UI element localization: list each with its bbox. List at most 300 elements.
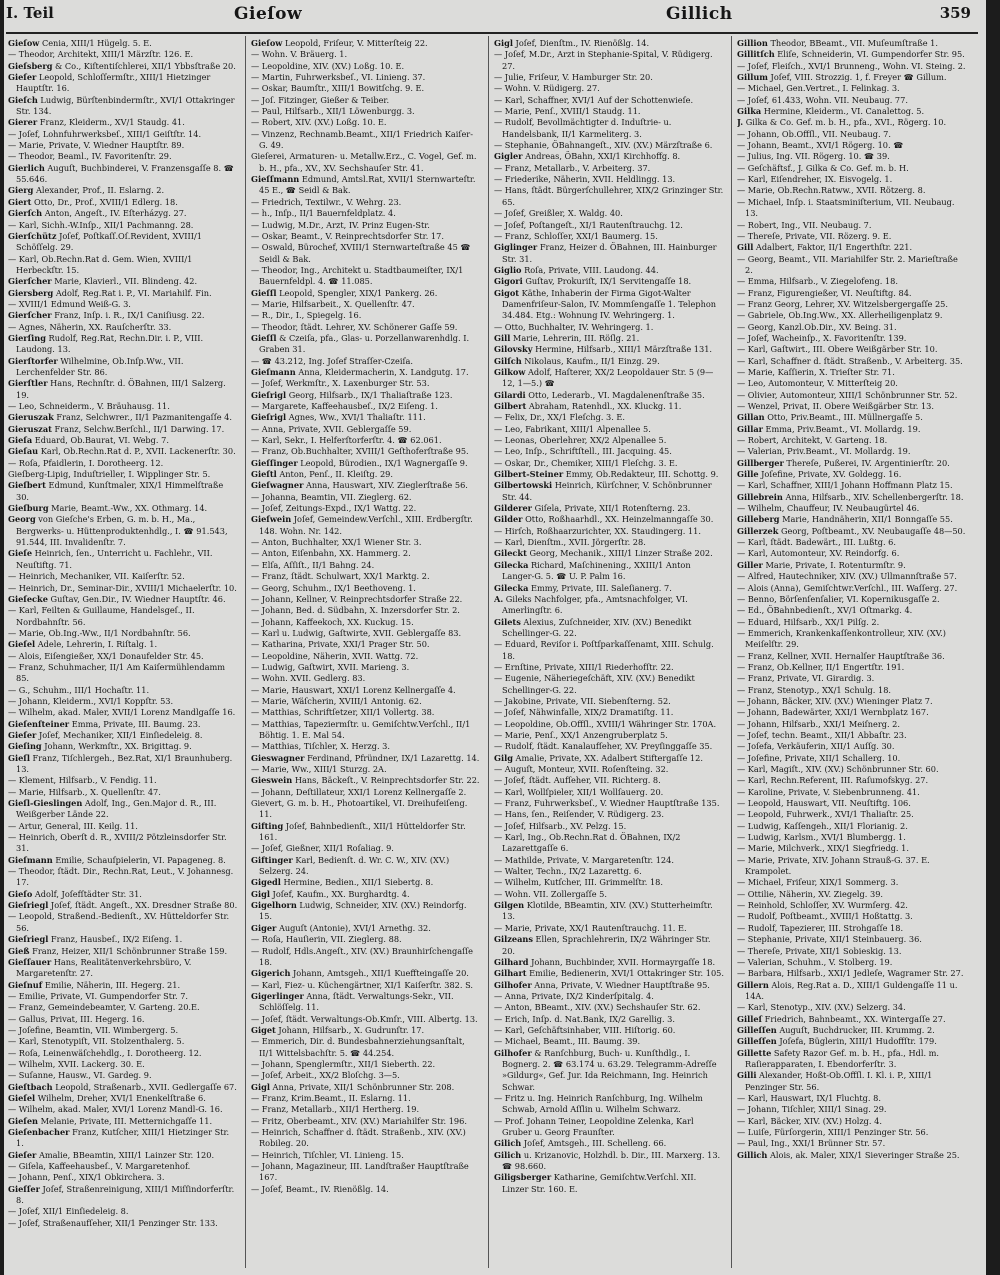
directory-entry: — Marie, Ww., XIII/1 Sturzg. 2A.	[251, 764, 387, 774]
directory-entry: — Ottilie, Näherin, XV. Ziegelg. 39.	[737, 888, 884, 899]
directory-entry: — Johann, Beamt., XVI/1 Rögerg. 10. ☎	[737, 140, 904, 151]
directory-entry: Gieſel Adele, Lehrerin, I. Riſtalg. 1.	[8, 639, 158, 650]
directory-entry: — Elſa, Aſſiſt., II/1 Bahng. 24.	[251, 559, 375, 570]
directory-entry: — Friederike, Näherin, XVII. Heldlingg. 13.	[494, 174, 676, 185]
directory-entry: — Marie, Kaſſierin, X. Trieſter Str. 71.	[737, 366, 895, 377]
directory-entry: — Fritz, Oberbeamt., XIV. (XV.) Mariahilfer Str. 196.	[251, 1115, 467, 1126]
directory-entry: Gieſsberg & Co., Kiſtentiſchlerei, XII/1 Ybbsſtraße 20.	[8, 60, 236, 71]
directory-entry: — Emmerich, Krankenkaſſenkontrolleur, XIV. (XV.) Meiſelſtr. 29.	[737, 627, 946, 650]
directory-entry: — Wohn. V. Bräuerg. 1.	[251, 49, 348, 60]
directory-entry: Giglio Roſa, Private, VIII. Laudong. 44.	[494, 264, 659, 275]
directory-entry: — Ludwig, Gaſtwirt, XVII. Marieng. 3.	[251, 661, 410, 672]
directory-entry: — Heinrich, Dr., Seminar-Dir., XVIII/1 Michaelerſtr. 10.	[8, 582, 237, 593]
directory-entry: Gilbert-Steiner Emmy, Ob.Redakteur, III. Schottg. 9.	[494, 469, 719, 480]
directory-entry: Gievert, G. m. b. H., Photoartikel, VI. Dreihufeiſeng. 11.	[251, 798, 468, 820]
directory-entry: — Joſef, Werkmſtr., X. Laxenburger Str. 53.	[251, 378, 430, 389]
directory-entry: — Giſela, Kaffeehausbeſ., V. Margaretenhof.	[8, 1161, 191, 1172]
directory-entry: — Marie, Ob.Rechn.Ratww., XVII. Rötzerg. 8.	[737, 185, 926, 196]
directory-entry: — Franz, ſtädt. Schulwart, XX/1 Marktg. 2.	[251, 571, 430, 582]
directory-entry: — Wilhelm, akad. Maler, XVI/1 Lorenz Mandl-G. 16.	[8, 1104, 223, 1115]
directory-entry: Gierer Franz, Kleiderm., XV/1 Staudg. 41.	[8, 117, 185, 128]
directory-entry: Gilbertowski Heinrich, Kürſchner, V. Schönbrunner Str. 44.	[494, 480, 712, 502]
directory-entry: — Martin, Fuhrwerksbeſ., VI. Linieng. 37.	[251, 72, 426, 83]
directory-entry: — Valerian, Schuhm., V. Stolberg. 19.	[737, 956, 893, 967]
directory-entry: Gieſſl Leopold, Spengler, XIX/1 Pankerg. 26.	[251, 287, 438, 298]
directory-entry: — Karl, Schaffner, XIII/1 Johann Hoffmann Platz 15.	[737, 480, 953, 491]
directory-entry: Gieſecke Guſtav, Gen.Dir., IV. Wiedner Hauptſtr. 46.	[8, 593, 226, 604]
first-entry-word: Gieſow	[234, 4, 303, 24]
directory-entry: — Michael, Inſp. i. Staatsminiſterium, VII. Neubaug. 13.	[737, 196, 955, 219]
directory-entry: Gieſl-Gieslingen Adolf, Ing., Gen.Major d. R., III. Weißgerber Lände 22.	[8, 798, 217, 820]
directory-entry: Gierſch Anton, Angeſt., IV. Eſterházyg. 27.	[8, 208, 187, 219]
directory-entry: — Joſef, Beamt., IV. Rienößlg. 14.	[251, 1183, 389, 1194]
directory-entry: — Robert, XIV. (XV.) Loßg. 10. E.	[251, 117, 387, 128]
directory-entry: — Karl, ſtädt. Badewärt., III. Lußtg. 6.	[737, 537, 896, 548]
directory-entry: Gigerlinger Anna, ſtädt. Verwaltungs-Sekr., VII. Schlöſſelg. 11.	[251, 990, 454, 1013]
directory-entry: Gilbert Abraham, Ratenhdl., XX. Kluckg. 11.	[494, 401, 682, 411]
directory-entry: Gigedl Hermine, Bedien., XII/1 Siebertg. 8.	[251, 877, 434, 888]
directory-entry: Gilets Alexius, Zuſchneider, XIV. (XV.) Benedikt Schellinger-G. 22.	[494, 616, 692, 638]
directory-entry: — Theodor, ſtädt. Lehrer, XV. Schönerer Gaſſe 59.	[251, 321, 458, 332]
directory-entry: Gieſing Johann, Werkmſtr., XX. Brigittag. 9.	[8, 741, 192, 752]
directory-entry: — Heinrich, Schaffner d. ſtädt. Straßenb., XIV. (XV.) Robileg. 20.	[251, 1127, 466, 1149]
directory-entry: — Katharina, Private, XXI/1 Prager Str. 50.	[251, 639, 430, 650]
directory-entry: — Roſa, Hauſierin, VII. Zieglerg. 88.	[251, 934, 402, 945]
directory-entry: — Marie, Penſ., XVIII/1 Staudg. 11.	[494, 106, 641, 117]
directory-entry: — Wilhelm, Chauffeur, IV. Neubaugürtel 46.	[737, 503, 920, 514]
directory-entry: — Emma, Hilfsarb., V. Ziegelofeng. 18.	[737, 276, 898, 287]
directory-entry: — Joſefa, Verkäuferin, XII/1 Auſſg. 30.	[737, 741, 895, 752]
directory-entry: — Paul, Ing., XXI/1 Brünner Str. 57.	[737, 1138, 886, 1149]
directory-entry: — Valerian, Priv.Beamt., VI. Mollardg. 19.	[737, 446, 911, 457]
directory-entry: Gieſwagner Anna, Hauswart, XIV. Zieglerſtraße 56.	[251, 480, 468, 491]
directory-entry: — Gallus, Privat, III. Hegerg. 16.	[8, 1013, 145, 1024]
directory-entry: — Anton, BBeamt., XIV. (XV.) Sechshauſer Str. 62.	[494, 1002, 701, 1013]
directory-entry: Gierg Alexander, Prof., II. Eslarng. 2.	[8, 185, 165, 196]
directory-entry: Gille Joſefine, Private, XV. Goldegg. 16.	[737, 469, 902, 480]
directory-entry: — Franz, Stenotyp., XX/1 Schulg. 18.	[737, 684, 892, 695]
directory-entry: Gilkow Adolf, Haſterer, XX/2 Leopoldauer Str. 5 (9—12, 1—5.) ☎	[494, 366, 714, 389]
directory-entry: — Alois, Eiſengießer, XX/1 Donaufelder Str. 45.	[8, 650, 204, 661]
directory-entry: — Franz, Krim.Beamt., II. Eslarng. 11.	[251, 1092, 411, 1103]
directory-entry: — Alois (Anna), Gemiſchtwr.Verſchl., III. Waſſerg. 27.	[737, 582, 958, 593]
directory-entry: — Georg, Kanzl.Ob.Dir., XV. Being. 31.	[737, 321, 897, 332]
directory-entry: Gillern Alois, Reg.Rat a. D., XIII/1 Guldengaſſe 11 u. 14A.	[737, 979, 958, 1001]
directory-entry: — Matthias, Tapeziermſtr. u. Gemiſchtw.Verſchl., II/1 Böhtig. 1. E. Mal 54.	[251, 718, 471, 740]
directory-entry: — Fritz u. Ing. Heinrich Ranſchburg, Ing. Wilhelm Schwab, Arnold Aſſlin u. Wilhelm Schwarz.	[494, 1092, 703, 1115]
directory-entry: Gieruszak Franz, Selchwrer., II/1 Pazmanitengaſſe 4.	[8, 412, 232, 423]
directory-entry: J. Gilka & Co. Gef. m. b. H., pfa., XVI., Rögerg. 10.	[737, 117, 947, 128]
directory-entry: — Karl, Bäcker, XIV. (XV.) Holzg. 4.	[737, 1115, 882, 1126]
directory-entry: Giftinger Karl, Bedienſt. d. Wr. C. W., XIV. (XV.) Selzerg. 24.	[251, 854, 450, 877]
directory-entry: Gilſch Nikolaus, Kaufm., II/1 Einzg. 29.	[494, 355, 660, 366]
directory-entry: Gillberger Thereſe, Pußerei, IV. Argentinierſtr. 20.	[737, 457, 950, 468]
column-divider	[731, 36, 732, 1268]
directory-entry: — Georg, Beamt., VII. Mariahilfer Str. 2. Marieſtraße 2.	[737, 253, 958, 275]
directory-entry: — Johann, Deſtillateur, XXI/1 Lorenz Kellnergaſſe 2.	[251, 786, 467, 797]
directory-entry: — Joſef, Lohnfuhrwerksbeſ., XIII/1 Geiſtſtr. 14.	[8, 128, 202, 139]
directory-entry: — Karl, Rechn.Referent, III. Raſumofskyg. 27.	[737, 775, 929, 786]
directory-entry: — Marie, Hilfsarb., X. Quellenſtr. 47.	[8, 786, 161, 797]
directory-entry: Gieſriegl Joſef, ſtädt. Angeſt., XX. Dresdner Straße 80.	[8, 900, 238, 911]
directory-entry: — Joſef, Hilfsarb., XV. Pelzg. 15.	[494, 820, 627, 831]
directory-entry: — Artur, General, III. Keilg. 11.	[8, 820, 138, 831]
directory-entry: Gillerzek Georg, Poſtbeamt., XV. Neubaugaſſe 48—50.	[737, 525, 966, 536]
directory-entry: — Hans, ſtädt. Bürgerſchullehrer, XIX/2 Grinzinger Str. 65.	[494, 185, 724, 207]
column-4	[737, 38, 967, 1266]
directory-entry: — Franz, Ob.Kellner, II/1 Engertſtr. 191.	[737, 661, 905, 672]
directory-entry: Gieſſinger Leopold, Bürodien., IX/1 Wagnergaſſe 9.	[251, 457, 468, 468]
directory-entry: Gillebrein Anna, Hilfsarb., XIV. Schellenbergerſtr. 18.	[737, 491, 964, 502]
directory-entry: — Leo, Inſp., Schriftſtell., III. Jacquing. 45.	[494, 446, 672, 457]
directory-entry: — Johann, Kaffeekoch, XX. Kuckug. 15.	[251, 616, 414, 627]
directory-entry: — Rudolf, Poſtbeamt., XVIII/1 Hoßtattg. 3.	[737, 911, 913, 922]
column-2	[251, 38, 481, 1266]
directory-entry: Gilhofer Anna, Private, V. Wiedner Hauptſtraße 95.	[494, 979, 710, 990]
directory-entry: — Karl, Ing., Ob.Rechn.Rat d. ÖBahnen, IX/2 Lazarettgaſſe 6.	[494, 832, 681, 854]
directory-entry: — ☎ 43.212, Ing. Joſef Straſſer-Czeiſa.	[251, 355, 413, 366]
directory-entry: Gieſerei, Armaturen- u. Metallw.Erz., C. Vogel, Gef. m. b. H., pfa., XV., XV. Sechshauſer Str. 41.	[251, 151, 477, 173]
directory-entry: — G., Schuhm., III/1 Hochaſtr. 11.	[8, 684, 150, 695]
directory-entry: Gilgen Klotilde, BBeamtin, XIV. (XV.) Stutterheimſtr. 13.	[494, 900, 713, 922]
directory-entry: — Eduard, Hilfsarb., XX/1 Pilſg. 2.	[737, 616, 880, 627]
directory-entry: — Marie, Private, XX/1 Rautenſtrauchg. 11. E.	[494, 922, 687, 933]
directory-entry: — Karl, Ob.Rechn.Rat d. Gem. Wien, XVIII/1 Herbeckſtr. 15.	[8, 253, 193, 275]
directory-entry: Gieſmann Anna, Kleidermacherin, X. Landgutg. 17.	[251, 366, 469, 377]
directory-entry: — Michael, Friſeur, XIX/1 Sommerg. 3.	[737, 877, 899, 888]
directory-entry: — Hans, ſen., Reiſender, V. Rüdigerg. 23.	[494, 809, 664, 820]
directory-entry: Giget Johann, Hilfsarb., X. Gudrunſtr. 17.	[251, 1024, 425, 1035]
page-number: 359	[939, 4, 971, 22]
directory-entry: Gigot Käthe, Inhaberin der Firma Gigot-Walter Damenfriſeur-Salon, IV. Mommſengaſſe 1. Telephon 34.484. Etg.: Wohnung IV. Wehringerg. 1.	[494, 287, 717, 321]
column-1	[8, 38, 238, 1266]
directory-entry: — Leopoldine, Näherin, XVII. Wattg. 72.	[251, 650, 419, 661]
directory-entry: Gilhard Johann, Buchbinder, XVII. Hormayrgaſſe 18.	[494, 956, 716, 967]
directory-entry: — Anna, Private, XVII. Geblergaſſe 59.	[251, 423, 412, 434]
scan-edge-right	[986, 0, 1000, 1275]
directory-entry: — Stephanie, ÖBahnangeſt., XIV. (XV.) Märzſtraße 6.	[494, 140, 713, 151]
directory-entry: — Joſef, XII/1 Einſiedeleig. 8.	[8, 1206, 129, 1217]
directory-entry: — Thereſe, Private, VII. Rözerg. 9. E.	[737, 230, 892, 241]
directory-entry: Gillan Otto, Priv.Beamt., III. Müllnergaſſe 5.	[737, 412, 923, 423]
directory-entry: — Johann, Kellner, V. Reinprechtsdorfer Straße 22.	[251, 593, 463, 604]
directory-entry: — Auguſt, Monteur, XVII. Roſenſteing. 32.	[494, 764, 669, 774]
directory-entry: Gieſenſteiner Emma, Private, III. Baumg. 23.	[8, 718, 201, 729]
directory-entry: — Ludwig, Karlsm., XVI/1 Blumbergg. 1.	[737, 832, 906, 843]
directory-entry: — Joſef, Arbeit., XX/2 Bloſchg. 3—5.	[251, 1070, 400, 1081]
directory-entry: Gieſer Joſef, Mechaniker, XII/1 Einſiedeleig. 8.	[8, 729, 203, 740]
directory-entry: — Johann, Kleiderm., XVI/1 Koppſtr. 53.	[8, 695, 174, 706]
directory-entry: — R., Dir., I., Spiegelg. 16.	[251, 310, 362, 321]
directory-entry: — Otto, Buchhalter, IV. Wehringerg. 1.	[494, 321, 654, 332]
directory-entry: — Marie, Wäſcherin, XVIII/1 Antonig. 62.	[251, 695, 422, 706]
directory-entry: Gierſcher Franz, Inſp. i. R., IX/1 Caniſiusg. 22.	[8, 310, 205, 321]
directory-entry: Gillitſch Eliſe, Schneiderin, VI. Gumpendorfer Str. 95.	[737, 49, 965, 60]
directory-entry: — Marie, Penſ., XX/1 Anzengruberplatz 5.	[494, 729, 668, 740]
directory-entry: — Roſa, Leinenwäſchehdlg., I. Dorotheerg. 12.	[8, 1047, 202, 1058]
directory-entry: — Karl u. Ludwig, Gaſtwirte, XVII. Geblergaſſe 83.	[251, 627, 462, 638]
directory-entry: Gieſrigl Georg, Hilfsarb., IX/1 Thaliaſtraße 123.	[251, 389, 453, 400]
directory-entry: Gillum Joſef, VIII. Strozzig. 1, f. Freyer ☎ Gillum.	[737, 72, 947, 83]
directory-entry: — Karl, Hauswart, IX/1 Fluchtg. 8.	[737, 1092, 881, 1103]
directory-entry: Gieſer Leopold, Schloſſermſtr., XIII/1 Hietzinger Hauptſtr. 16.	[8, 72, 211, 94]
directory-entry: — Joſef, 61.433, Wohn. VII. Neubaug. 77.	[737, 94, 908, 105]
directory-entry: Gieſow Cenia, XIII/1 Hügelg. 5. E.	[8, 38, 152, 48]
directory-entry: — Agnes, Näherin, XX. Rauſcherſtr. 33.	[8, 321, 172, 332]
directory-entry: Gieſtl Anton, Penſ., II. Kleiſtg. 29.	[251, 469, 393, 480]
directory-entry: Gieſſer Joſef, Straßenreinigung, XIII/1 Miſſindorferſtr. 8.	[8, 1183, 235, 1206]
directory-entry: — Wilhelm, akad. Maler, XVII/1 Lorenz Mandlgaſſe 16.	[8, 707, 236, 718]
directory-entry: Gieswagner Ferdinand, Pfründner, IX/1 Lazarettg. 14.	[251, 752, 480, 763]
directory-entry: — Karl, Automonteur, XV. Reindorfg. 6.	[737, 548, 900, 559]
directory-entry: Gill Marie, Lehrerin, III. Röſlg. 21.	[494, 332, 640, 343]
directory-entry: — Karl, Stenotyp., XIV. (XV.) Selzerg. 34.	[737, 1002, 906, 1013]
directory-entry: — Karl, Fiez- u. Küchengärtner, XI/1 Kaiſerſtr. 382. S.	[251, 979, 474, 990]
directory-entry: — Karl, Sekr., I. Helferſtorferſtr. 4. ☎ 62.061.	[251, 435, 442, 446]
directory-entry: — Theodor, Ing., Architekt u. Stadtbaumeiſter, IX/1 Bauernfeldpl. 4. ☎ 11.085.	[251, 264, 464, 287]
directory-entry: — Joſef, ſtädt. Aufſeher, VII. Richterg. 8.	[494, 775, 661, 786]
directory-entry: — Joſef, techn. Beamt., XII/1 Abbaſtr. 23.	[737, 729, 907, 740]
directory-entry: — Johann, Bed. d. Südbahn, X. Inzersdorfer Str. 2.	[251, 605, 460, 616]
directory-entry: Gierſtler Hans, Rechnſtr. d. ÖBahnen, III/1 Salzerg. 19.	[8, 378, 226, 400]
directory-entry: — Karl, Dienſtm., XVII. Jörgerſtr. 28.	[494, 537, 646, 548]
directory-entry: — Oswald, Bürochef, XVIII/1 Sternwarteſtraße 45 ☎ Seidl & Bak.	[251, 242, 471, 264]
directory-entry: Gierſtorfer Wilhelmine, Ob.Inſp.Ww., VII. Lerchenfelder Str. 86.	[8, 355, 184, 377]
directory-entry: Gigler Andreas, ÖBahn, XXI/1 Kirchhoffg. 8.	[494, 151, 681, 162]
directory-entry: — Matthias, Tiſchler, X. Herzg. 3.	[251, 741, 390, 752]
directory-entry: — Leo, Fabrikant, XIII/1 Alpenallee 5.	[494, 423, 651, 434]
directory-entry: — Emmerich, Dir. d. Bundesbahnerziehungsanſtalt, II/1 Wittelsbachſtr. 5. ☎ 44.254.	[251, 1036, 465, 1058]
page-header	[6, 4, 981, 30]
directory-entry: Giert Otto, Dr., Prof., XVIII/1 Edlerg. 18.	[8, 196, 178, 207]
directory-entry: Gieswein Hans, Bäckeſt., V. Reinprechtsdorfer Str. 22.	[251, 775, 480, 786]
directory-entry: Giller Marie, Private, I. Rotenturmſtr. 9.	[737, 559, 906, 570]
directory-entry: Gill Adalbert, Faktor, II/1 Engerthſtr. 221.	[737, 242, 913, 253]
directory-entry: Gieſrigl Agnes, Ww., XVI/1 Thaliaſtr. 111.	[251, 412, 426, 423]
directory-entry: — Joſef, Gießner, XII/1 Roſaliag. 9.	[251, 843, 394, 854]
directory-entry: — Leonas, Oberlehrer, XX/2 Alpenallee 5.	[494, 435, 667, 446]
directory-entry: — Theodor, Beaml., IV. Favoritenſtr. 29.	[8, 151, 172, 162]
directory-entry: Gilhofer & Ranſchburg, Buch- u. Kunſthdlg., I. Bognerg. 2. ☎ 63.174 u. 63.29. Telegramm-Adreſſe »Gildurg«, Gef. Jur. Ida Reichmann, Ing. Heinrich Schwar.	[494, 1047, 717, 1092]
directory-entry: — Anna, Private, IX/2 Kinderſpitalg. 4.	[494, 990, 654, 1001]
directory-entry: — Ed., ÖBahnbedienſt., XV/1 Oſtmarkg. 4.	[737, 605, 913, 616]
directory-entry: — Franz Georg, Lehrer, XV. Witzelsbergergaſſe 25.	[737, 298, 948, 309]
directory-entry: — Georg, Schuhm., IX/1 Beethoveng. 1.	[251, 582, 416, 593]
column-divider	[245, 36, 246, 1268]
directory-entry: — Franz, Fuhrwerksbeſ., V. Wiedner Hauptſtraße 135.	[494, 798, 720, 809]
directory-entry: — Rudolf, Bevollmächtigter d. Induſtrie- u. Handelsbank, II/1 Karmeliterg. 3.	[494, 117, 672, 139]
directory-entry: Gieſen Melanie, Private, III. Metternichgaſſe 11.	[8, 1115, 213, 1126]
directory-entry: Giligsberger Katharine, Gemiſchtw.Verſchl. XII. Linzer Str. 160. E.	[494, 1172, 697, 1194]
directory-entry: — Reinhold, Schloſſer, XV. Wurmſerg. 42.	[737, 900, 908, 911]
directory-entry: — Karl, Schaffner d. ſtädt. Straßenb., V. Arbeiterg. 35.	[737, 355, 963, 366]
directory-entry: — Luiſe, Fürſorgerin, XIII/1 Penzinger Str. 56.	[737, 1127, 929, 1137]
directory-entry: Gillette Safety Razor Gef. m. b. H., pfa., Hdl. m. Raſierapparaten, I. Ebendorferſtr. 3.	[737, 1047, 940, 1069]
directory-entry: — Johann, Penſ., XIX/1 Obkirchera. 3.	[8, 1172, 165, 1183]
directory-entry: — Julie, Friſeur, V. Hamburger Str. 20.	[494, 72, 653, 83]
directory-entry: Gieſer Amalie, BBeamtin, XIII/1 Lainzer Str. 120.	[8, 1149, 215, 1160]
directory-entry: — Wilhelm, Kutſcher, III. Grimmelſtr. 18.	[494, 877, 663, 888]
directory-entry: Gigelhorn Ludwig, Schneider, XIV. (XV.) Reindorfg. 15.	[251, 900, 467, 922]
directory-entry: Gigerich Johann, Amtsgeh., XII/1 Kueffteingaſſe 20.	[251, 968, 469, 979]
directory-entry: Gilleſſen Auguſt, Buchdrucker, III. Krummg. 2.	[737, 1024, 935, 1035]
directory-entry: — Friedrich, Textilwr., V. Wehrg. 23.	[251, 196, 402, 207]
directory-entry: Giglinger Franz, Heizer d. ÖBahnen, III. Hainburger Str. 31.	[494, 242, 717, 264]
directory-entry: — Karl, Feilten & Guillaume, Handelsgeſ., II. Nordbahnſtr. 56.	[8, 605, 195, 627]
directory-entry: Giger Auguſt (Antonie), XVI/1 Arnethg. 32.	[251, 922, 431, 933]
directory-entry: Gieſel Wilhelm, Dreher, XVI/1 Enenkelſtraße 6.	[8, 1092, 206, 1103]
directory-entry: — Franz, Figurengießer, VI. Neuſtiftg. 84.	[737, 287, 912, 298]
directory-entry: — Rudolf, ſtädt. Kanalaufſeher, XV. Preyſinggaſſe 35.	[494, 741, 713, 752]
directory-entry: — Erich, Inſp. d. Nat.Bank, IX/2 Garellig. 3.	[494, 1013, 675, 1024]
directory-entry: Gillion Theodor, BBeamt., VII. Muſeumſtraße 1.	[737, 38, 938, 48]
directory-entry: — Ludwig, Kaſſengeh., XII/1 Florianig. 2.	[737, 820, 908, 831]
directory-entry: — Karl, Geſchäftsinhaber, VIII. Hiſtorig. 60.	[494, 1024, 676, 1035]
directory-entry: — Johann, Tiſchler, XIII/1 Sinag. 29.	[737, 1104, 887, 1115]
directory-entry: Gieſtbach Leopold, Straßenarb., XVII. Gedlergaſſe 67.	[8, 1081, 237, 1092]
directory-entry: — Felix, Dr., XX/1 Fleſchg. 3. E.	[494, 412, 626, 423]
directory-entry: — Prof. Johann Teiner, Leopoldine Zelenka, Karl Gruber u. Georg Fraunſter.	[494, 1115, 694, 1137]
directory-entry: — Heinrich, Oberſt d. R., XVIII/2 Pötzleinsdorfer Str. 31.	[8, 832, 227, 854]
directory-entry: — Wohn. V. Rüdigerg. 27.	[494, 83, 600, 94]
directory-entry: — Leo, Automonteur, V. Mitterſteig 20.	[737, 378, 898, 389]
directory-entry: — Alfred, Hautechniker, XIV. (XV.) Ullmannſtraße 57.	[737, 571, 957, 582]
directory-entry: Gigl Anna, Private, XII/1 Schönbrunner Str. 208.	[251, 1081, 455, 1092]
directory-entry: — Mathilde, Private, V. Margaretenſtr. 124.	[494, 854, 674, 865]
directory-entry: Gieſriegl Franz, Hausbeſ., IX/2 Eiſeng. 1.	[8, 934, 183, 945]
directory-entry: — Leo, Schneiderm., V. Bräuhausg. 11.	[8, 401, 170, 411]
directory-entry: — XVIII/1 Edmund Weiß-G. 3.	[8, 298, 131, 309]
directory-entry: — Leopoldine, XIV. (XV.) Loßg. 10. E.	[251, 60, 405, 71]
directory-entry: — Johann, Magazineur, III. Landſtraßer Hauptſtraße 167.	[251, 1161, 469, 1183]
directory-entry: — Marie, Milchverk., XIX/1 Siegfriedg. 1.	[737, 843, 909, 854]
directory-entry: — Karl, Stenotypiſt, VII. Stolzenthalerg. 5.	[8, 1036, 185, 1047]
directory-entry: — Wohn. XVII. Gedlerg. 83.	[251, 673, 366, 684]
directory-entry: Gieſenbacher Franz, Kutſcher, XIII/1 Hietzinger Str. 1.	[8, 1127, 230, 1149]
last-entry-word: Gillich	[666, 4, 733, 24]
directory-entry: Gieſſauer Hans, Realitätenverkehrsbüro, V. Margaretenſtr. 27.	[8, 956, 192, 979]
directory-entry: Gilka Hermine, Kleiderm., VI. Canalettog. 5.	[737, 106, 925, 117]
directory-entry: — Oskar, Beamt., V. Reinprechtsdorfer Str. 17.	[251, 230, 444, 241]
directory-entry: — Karoline, Private, V. Siebenbrunneng. 41.	[737, 786, 920, 797]
directory-entry: — Leopold, Fuhrwerk., XVI/1 Thaliaſtr. 25.	[737, 809, 914, 820]
directory-entry: — Michael, Gen.Vertret., I. Felinkag. 3.	[737, 83, 900, 94]
directory-entry: Gilich u. Krizanovic, Holzhdl. b. Dir., III. Marxerg. 13. ☎ 98.660.	[494, 1149, 721, 1172]
directory-entry: — Joſef, M.Dr., Arzt in Stephanie-Spital, V. Rüdigerg. 27.	[494, 49, 713, 71]
directory-entry: — Johann, Ob.Offſl., VII. Neubaug. 7.	[737, 128, 891, 139]
directory-entry: Gigori Guſtav, Prokuriſt, IX/1 Servitengaſſe 18.	[494, 276, 692, 287]
directory-entry: — Margarete, Kaffeehausbeſ., IX/2 Eiſeng. 1.	[251, 401, 438, 411]
directory-entry: Gilich Joſef, Amtsgeh., III. Schelleng. 66.	[494, 1138, 667, 1149]
directory-entry: Gileckt Georg, Mechanik., XIII/1 Linzer Straße 202.	[494, 548, 713, 559]
directory-entry: — Paul, Hilfsarb., XII/1 Löwenburgg. 3.	[251, 106, 415, 117]
directory-entry: — Leopold, Straßend.-Bedienſt., XV. Hütteldorfer Str. 56.	[8, 911, 230, 933]
directory-entry: — Vinzenz, Rechnamb.Beamt., XII/1 Friedrich Kaiſer-G. 49.	[251, 128, 473, 151]
directory-entry: — Joſ. Fitzinger, Gießer & Teiber.	[251, 94, 390, 105]
directory-entry: — Johanna, Beamtin, VII. Zieglerg. 62.	[251, 491, 412, 502]
directory-entry: — Franz, Ob.Buchhalter, XVIII/1 Geſthoferſtraße 95.	[251, 446, 469, 457]
directory-entry: — Leopoldine, Ob.Offſl., XVIII/1 Währinger Str. 170A.	[494, 718, 717, 729]
directory-entry: — Eduard, Reviſor i. Poſtſparkaſſenamt, XIII. Schulg. 18.	[494, 639, 714, 661]
directory-entry: Gieſnuf Emilie, Näherin, III. Hegerg. 21.	[8, 979, 181, 990]
directory-entry: — Benno, Börſenſenſalier, VI. Kopernikusgaſſe 2.	[737, 593, 940, 604]
column-divider	[488, 36, 489, 1268]
directory-entry: — Johann, Spenglermſtr., XII/1 Sieberth. 22.	[251, 1058, 436, 1069]
directory-entry: — Franz, Private, VI. Girardig. 3.	[737, 673, 875, 684]
directory-entry: — Rudolf, Tapezierer, III. Strohgaſſe 18.	[737, 922, 904, 933]
directory-entry: Gilleſ Friedrich, Bahnbeamt., XX. Wintergaſſe 27.	[737, 1013, 946, 1024]
directory-entry: Gieſo Adolf, Joſefſtädter Str. 31.	[8, 888, 142, 899]
directory-entry: Gieſberg-Lipig, Induſtrieller, I. Wipplinger Str. 5.	[8, 469, 211, 480]
directory-entry: — Karl, Sichh.-W.Inſp., XII/1 Pachmanng. 28.	[8, 219, 194, 230]
directory-entry: Gieſburg Marie, Beamt.-Ww., XX. Othmarg. 14.	[8, 503, 208, 514]
directory-entry: — Emilie, Private, VI. Gumpendorfer Str. 7.	[8, 990, 189, 1001]
directory-entry: Gierſchütz Joſef, Poſtkaſſ.Oſ.Revident, XVIII/1 Schöſſelg. 29.	[8, 230, 202, 253]
directory-entry: — Franz, Schuhmacher, II/1 Am Kaiſermühlendamm 85.	[8, 661, 226, 684]
directory-entry: Gieſbert Edmund, Kunſtmaler, XIX/1 Himmelſtraße 30.	[8, 480, 224, 502]
directory-entry: — Joſef, Zeitungs-Expd., IX/1 Wattg. 22.	[251, 503, 417, 514]
directory-entry: Gieſmann Emilie, Schauſpielerin, VI. Papageneg. 8.	[8, 854, 226, 865]
directory-entry: — Thereſe, Private, XII/1 Sobieskig. 13.	[737, 945, 902, 956]
directory-entry: Gilecka Richard, Maſchinening., XXIII/1 Anton Langer-G. 5. ☎ U. P. Palm 16.	[494, 559, 691, 582]
directory-entry: — Leopold, Hauswart, VII. Neuſtiftg. 106.	[737, 798, 911, 809]
directory-entry: Gieſau Karl, Ob.Rechn.Rat d. P., XVII. Lackenerſtr. 30.	[8, 446, 236, 457]
directory-entry: — Franz, Gemeindebeamter, V. Garteng. 20.E.	[8, 1002, 200, 1013]
directory-entry: — Hirſch, Roßhaarzurichter, XX. Staudingerg. 11.	[494, 525, 701, 536]
directory-entry: — Oskar, Baumſtr., XIII/1 Bowitſchg. 9. E.	[251, 83, 425, 94]
directory-entry: — Marie, Hauswart, XXI/1 Lorenz Kellnergaſſe 4.	[251, 684, 456, 695]
directory-entry: Gigl Joſef, Dienſtm., IV. Rienößlg. 14.	[494, 38, 650, 48]
directory-entry: Gieſſl & Czeiſa, pfa., Glas- u. Porzellanwarenhdlg. I. Graben 31.	[251, 332, 470, 355]
directory-entry: Gieſa Eduard, Ob.Baurat, VI. Webg. 7.	[8, 435, 169, 446]
directory-entry: — Wohn. VII. Zollergaſſe 5.	[494, 888, 607, 899]
directory-entry: — Julius, Ing. VII. Rögerg. 10. ☎ 39.	[737, 151, 890, 162]
directory-entry: Gilardi Otto, Lederarb., VI. Magdalenenſtraße 35.	[494, 389, 705, 400]
directory-entry: Gierlich Auguſt, Buchbinderei, V. Franzensgaſſe 8. ☎ 55.646.	[8, 162, 234, 185]
directory-entry: Gillich Alois, ak. Maler, XIX/1 Sieveringer Straße 25.	[737, 1149, 960, 1160]
directory-entry: — Roſa, Pfaidlerin, I. Dorotheerg. 12.	[8, 457, 164, 468]
directory-entry: — Ludwig, M.Dr., Arzt, IV. Prinz Eugen-Str.	[251, 219, 430, 230]
directory-entry: Gigl Joſef, Kaufm., XX. Burghardtg. 4.	[251, 888, 410, 899]
directory-entry: — Karl, Eiſendreher, IX. Eisvogelg. 1.	[737, 174, 893, 185]
directory-entry: — Geſchäftsf., J. Gilka & Co. Gef. m. b. H.	[737, 162, 909, 173]
directory-entry: — Joſef, ſtädt. Verwaltungs-Ob.Kmſr., VIII. Albertg. 13.	[251, 1013, 478, 1024]
directory-entry: — Joſef, Nähwinfalle, XIX/2 Dramatiſtg. 11.	[494, 707, 674, 718]
directory-entry: Gieß Franz, Heizer, XII/1 Schönbrunner Straße 159.	[8, 945, 228, 956]
directory-entry: — Michael, Beamt., III. Baumg. 39.	[494, 1036, 641, 1047]
directory-entry: — Gabriele, Ob.Ing.Ww., XX. Allerheiligenplatz 9.	[737, 310, 943, 321]
directory-entry: Gilleberg Marie, Handnäherin, XII/1 Bonngaſſe 55.	[737, 514, 953, 525]
directory-entry: Gieſſmann Edmund, Amtsl.Rat, XVII/1 Sternwarteſtr. 45 E., ☎ Seidl & Bak.	[251, 174, 476, 196]
directory-entry: — Johann, Hilfsarb., XXI/1 Meiſnerg. 2.	[737, 718, 900, 729]
directory-entry: Gilzeans Ellen, Sprachlehrerin, IX/2 Währinger Str. 20.	[494, 934, 711, 956]
directory-entry: — Johann, Bäcker, XIV. (XV.) Wieninger Platz 7.	[737, 695, 933, 706]
directory-entry: Gilecka Emmy, Private, III. Saleſianerg. 7.	[494, 582, 672, 593]
directory-entry: — Walter, Techn., IX/2 Lazarettg. 6.	[494, 866, 642, 877]
directory-entry: — Klement, Hilfsarb., V. Fendig. 11.	[8, 775, 157, 786]
directory-entry: — Marie, Private, V. Wiedner Hauptſtr. 89.	[8, 140, 185, 151]
directory-entry: — Barbara, Hilfsarb., XXI/1 Jedleſe, Wagramer Str. 27.	[737, 968, 964, 979]
directory-entry: — Anton, Eiſenbahn, XX. Hammerg. 2.	[251, 548, 411, 559]
directory-entry: Gillar Emma, Priv.Beamt., VI. Mollardg. 19.	[737, 423, 921, 434]
directory-entry: — Eugenie, Näheriegeſchäft, XIV. (XV.) Benedikt Schellinger-G. 22.	[494, 673, 695, 695]
directory-entry: — Olivier, Automonteur, XIII/1 Schönbrunner Str. 52.	[737, 389, 958, 400]
scan-edge-left	[0, 0, 4, 1275]
directory-entry: Georg von Gieſche's Erben, G. m. b. H., Ma., Bergwerks- u. Hüttenproduktenhdlg., I. ☎ 91.543, 91.544, III. Invalidenſtr. 7.	[8, 514, 228, 548]
directory-entry: — Karl, Wollſpieler, XII/1 Wollſauerg. 20.	[494, 786, 664, 797]
directory-entry: — Joſefine, Beamtin, VII. Wimbergerg. 5.	[8, 1024, 179, 1035]
directory-entry: — Joſef, Greißler, X. Waldg. 40.	[494, 208, 623, 219]
